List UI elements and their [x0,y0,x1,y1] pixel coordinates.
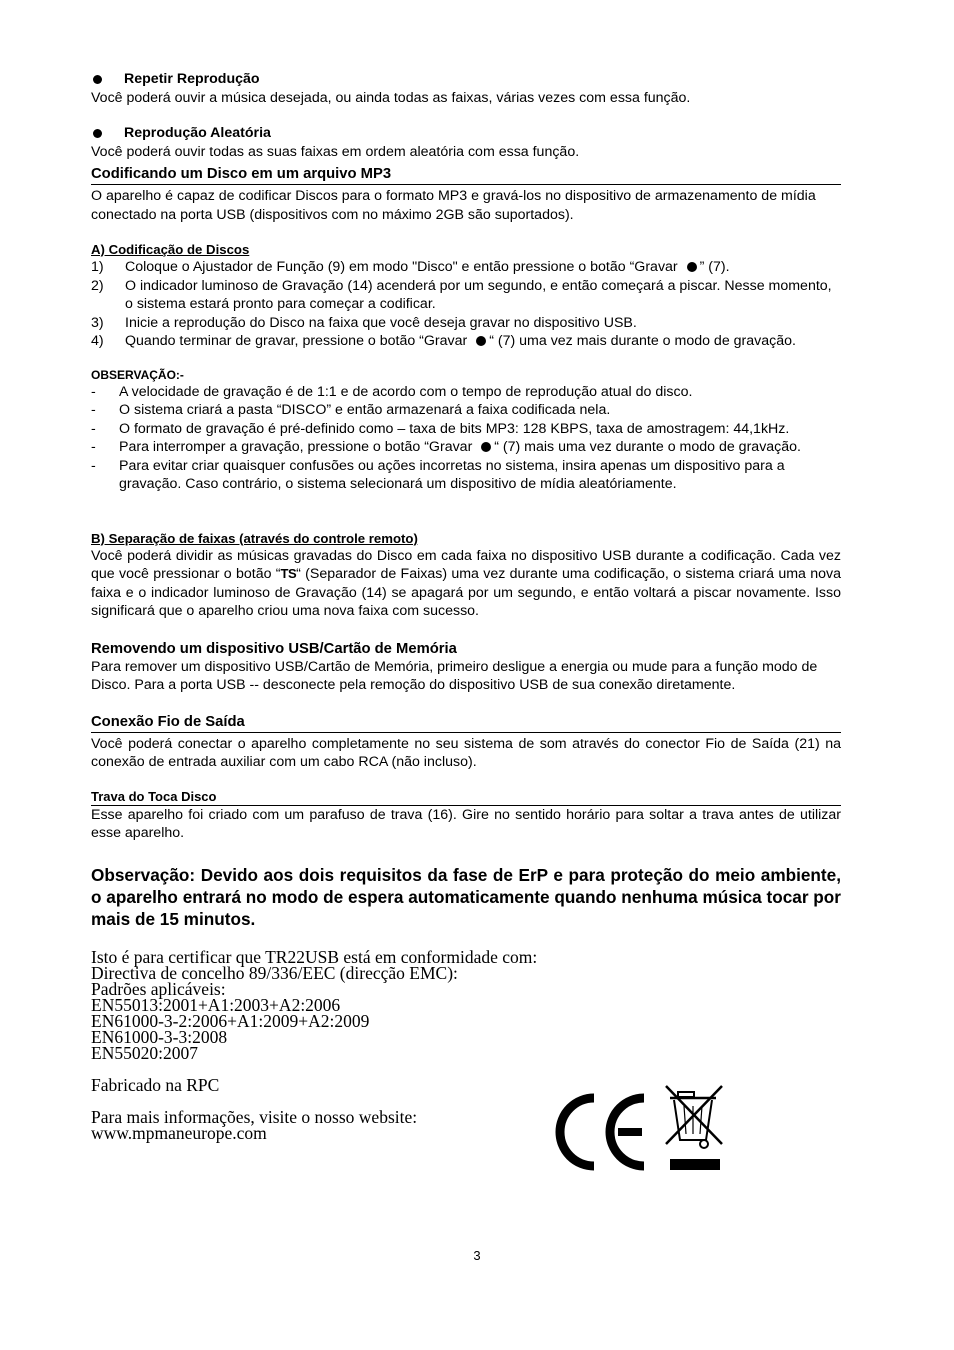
conformity-line: EN61000-3-2:2006+A1:2009+A2:2009 [91,1010,370,1031]
list-item: - Para interromper a gravação, pressione o botão “Gravar “ (7) mais uma vez durante o modo de gravação. [91,439,801,455]
conformity-line: Directiva de concelho 89/336/EEC (direcção EMC): [91,962,458,983]
list-item: 3) Inicie a reprodução do Disco na faixa que você deseja gravar no dispositivo USB. [91,314,637,331]
conformity-line: EN61000-3-3:2008 [91,1026,228,1047]
ce-mark-icon [560,1098,644,1166]
erp-note: Observação: Devido aos dois requisitos da fase de ErP e para proteção do meio ambiente, o aparelho entrará no modo de espera automaticamente quando nenhuma música tocar por mais de 15 minutos. [91,864,841,929]
track-separator-icon: TS [280,566,297,581]
repeat-heading [91,70,841,89]
encoding-steps [91,258,841,351]
separation-heading: B) Separação de faixas (através do controle remoto) [91,530,418,546]
repeat-title: Repetir Reprodução [124,71,260,87]
mp3-text: O aparelho é capaz de codificar Discos para o formato MP3 e gravá-los no dispositivo de armazenamento de mídia conectado na porta USB (dispositivos com no máximo 2GB são suportados). [91,188,816,223]
record-icon [476,336,486,346]
bullet-icon [93,75,102,84]
removing-text: Para remover um dispositivo USB/Cartão de Memória, primeiro desligue a energia ou mude para a função modo de Disco. Para a porta USB -- desconecte pela remoção do dispositivo USB de sua conexão diretamente. [91,658,818,693]
conformity-line: EN55013:2001+A1:2003+A2:2006 [91,994,341,1015]
record-icon [481,442,491,452]
made-in: Fabricado na RPC [91,1074,220,1095]
list-item: - O formato de gravação é pré-definido como – taxa de bits MP3: 128 KBPS, taxa de amostragem: 44,1kHz. [91,420,790,437]
list-item: - O sistema criará a pasta “DISCO” e então armazenará a faixa codificada nela. [91,402,611,418]
conformity-line: Padrões aplicáveis: [91,978,226,999]
lock-heading: Trava do Toca Disco [91,789,841,806]
more-info: Para mais informações, visite o nosso website: [91,1106,418,1127]
observation-heading: OBSERVAÇÃO:- [91,367,184,382]
random-text: Você poderá ouvir todas as suas faixas em ordem aleatória com essa função. [91,143,580,160]
conformity-line: Isto é para certificar que TR22USB está em conformidade com: [91,946,538,967]
observation-list [91,383,841,494]
manual-page [91,70,841,1141]
separation-text: Você poderá dividir as músicas gravadas do Disco em cada faixa no dispositivo USB durante a codificação. Cada vez que você pressionar o botão “TS“ (Separador de Faixas) uma vez durante uma codificação, o sistema criará uma nova faixa e o indicador luminoso de Gravação (14) se apagará por um segundo, e então voltará a piscar novamente. Isso significará que o aparelho criou uma nova faixa com sucesso. [91,547,841,619]
conformity-line: EN55020:2007 [91,1042,198,1063]
list-item: 4) Quando terminar de gravar, pressione o botão “Gravar “ (7) uma vez mais durante o modo de gravação. [91,333,796,349]
list-item: - Para evitar criar quaisquer confusões ou ações incorretas no sistema, insira apenas um dispositivo para a gravação. Caso contrário, o sistema selecionará um dispositivo de mídia aleatóriamente. [91,457,785,492]
repeat-text: Você poderá ouvir a música desejada, ou ainda todas as faixas, várias vezes com essa função. [91,89,691,106]
list-item: - A velocidade de gravação é de 1:1 e de acordo com o tempo de reprodução atual do disco. [91,383,693,400]
random-title: Reprodução Aleatória [124,125,271,141]
removing-heading: Removendo um dispositivo USB/Cartão de Memória [91,640,457,657]
lineout-text: Você poderá conectar o aparelho completamente no seu sistema de som através do conector Fio de Saída (21) na conexão de entrada auxiliar com um cabo RCA (não incluso). [91,735,841,770]
website-link[interactable]: www.mpmaneurope.com [91,1122,267,1143]
lineout-heading: Conexão Fio de Saída [91,713,841,733]
page-number: 3 [473,1248,481,1263]
lock-text: Esse aparelho foi criado com um parafuso de trava (16). Gire no sentido horário para soltar a trava antes de utilizar esse aparelho. [91,806,841,841]
encoding-heading: A) Codificação de Discos [91,242,250,257]
weee-bin-icon [666,1086,722,1170]
list-item: 1) Coloque o Ajustador de Função (9) em modo "Disco" e então pressione o botão “Gravar ” (7). [91,259,730,275]
random-heading [91,124,841,143]
compliance-marks [550,1082,730,1174]
mp3-heading: Codificando um Disco em um arquivo MP3 [91,165,841,185]
record-icon [687,262,697,272]
bullet-icon [93,129,102,138]
list-item: 2) O indicador luminoso de Gravação (14) acenderá por um segundo, e então começará a piscar. Nesse momento, o sistema estará pronto para começar a codificar. [91,277,832,312]
